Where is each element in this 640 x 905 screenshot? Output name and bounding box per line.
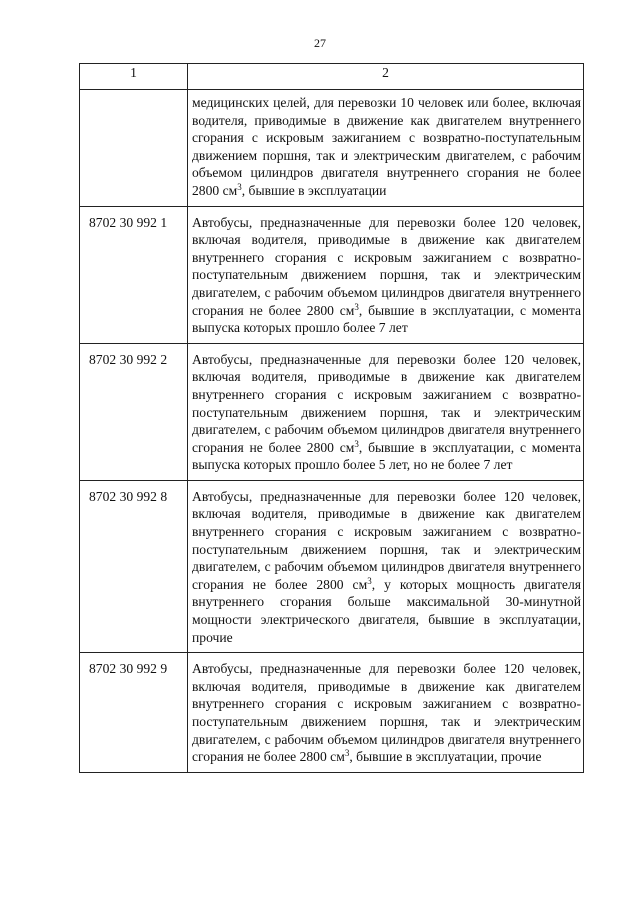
description-cell: Автобусы, предназначенные для перевозки более 120 человек, включая водителя, приводимые в движение как двигателем внутреннего сгорания с искровым зажиганием с возвратно-поступательным движением поршня, так и электрическим двигателем, с рабочим объемом цилиндров двигателя внутреннего сгорания не более 2800 $см^3$, бывшие в эксплуатации, с момента выпуска которых прошло более 5 лет, но не более 7 лет <box>188 343 584 480</box>
table-header-row <box>80 64 584 90</box>
code-cell: 8702 30 992 2 <box>80 343 188 480</box>
code-cell: 8702 30 992 8 <box>80 480 188 652</box>
description-cell: Автобусы, предназначенные для перевозки более 120 человек, включая водителя, приводимые в движение как двигателем внутреннего сгорания с искровым зажиганием с возвратно-поступательным движением поршня, так и электрическим двигателем, с рабочим объемом цилиндров двигателя внутреннего сгорания не более 2800 $см^3$, у которых мощность двигателя внутреннего сгорания больше максимальной 30-минутной мощности электрического двигателя, бывшие в эксплуатации, прочие <box>188 480 584 652</box>
table-row <box>80 206 584 343</box>
table-row-continuation <box>80 90 584 207</box>
description-cell: Автобусы, предназначенные для перевозки более 120 человек, включая водителя, приводимые в движение как двигателем внутреннего сгорания с искровым зажиганием с возвратно-поступательным движением поршня, так и электрическим двигателем, с рабочим объемом цилиндров двигателя внутреннего сгорания не более 2800 $см^3$, бывшие в эксплуатации, прочие <box>188 653 584 773</box>
code-cell: 8702 30 992 1 <box>80 206 188 343</box>
table-row <box>80 343 584 480</box>
column-header-code: 1 <box>80 64 188 90</box>
table-row <box>80 653 584 773</box>
description-cell: Автобусы, предназначенные для перевозки более 120 человек, включая водителя, приводимые в движение как двигателем внутреннего сгорания с искровым зажиганием с возвратно-поступательным движением поршня, так и электрическим двигателем, с рабочим объемом цилиндров двигателя внутреннего сгорания не более 2800 $см^3$, бывшие в эксплуатации, с момента выпуска которых прошло более 7 лет <box>188 206 584 343</box>
table-row <box>80 480 584 652</box>
code-cell-empty <box>80 90 188 207</box>
description-cell: медицинских целей, для перевозки 10 человек или более, включая водителя, приводимые в движение как двигателем внутреннего сгорания с искровым зажиганием с возвратно-поступательным движением поршня, так и электрическим двигателем, с рабочим объемом цилиндров двигателя внутреннего сгорания не более 2800 $см^3$, бывшие в эксплуатации <box>188 90 584 207</box>
page-number: 27 <box>314 36 326 50</box>
column-header-description: 2 <box>188 64 584 90</box>
tariff-code-table <box>79 63 584 773</box>
code-cell: 8702 30 992 9 <box>80 653 188 773</box>
